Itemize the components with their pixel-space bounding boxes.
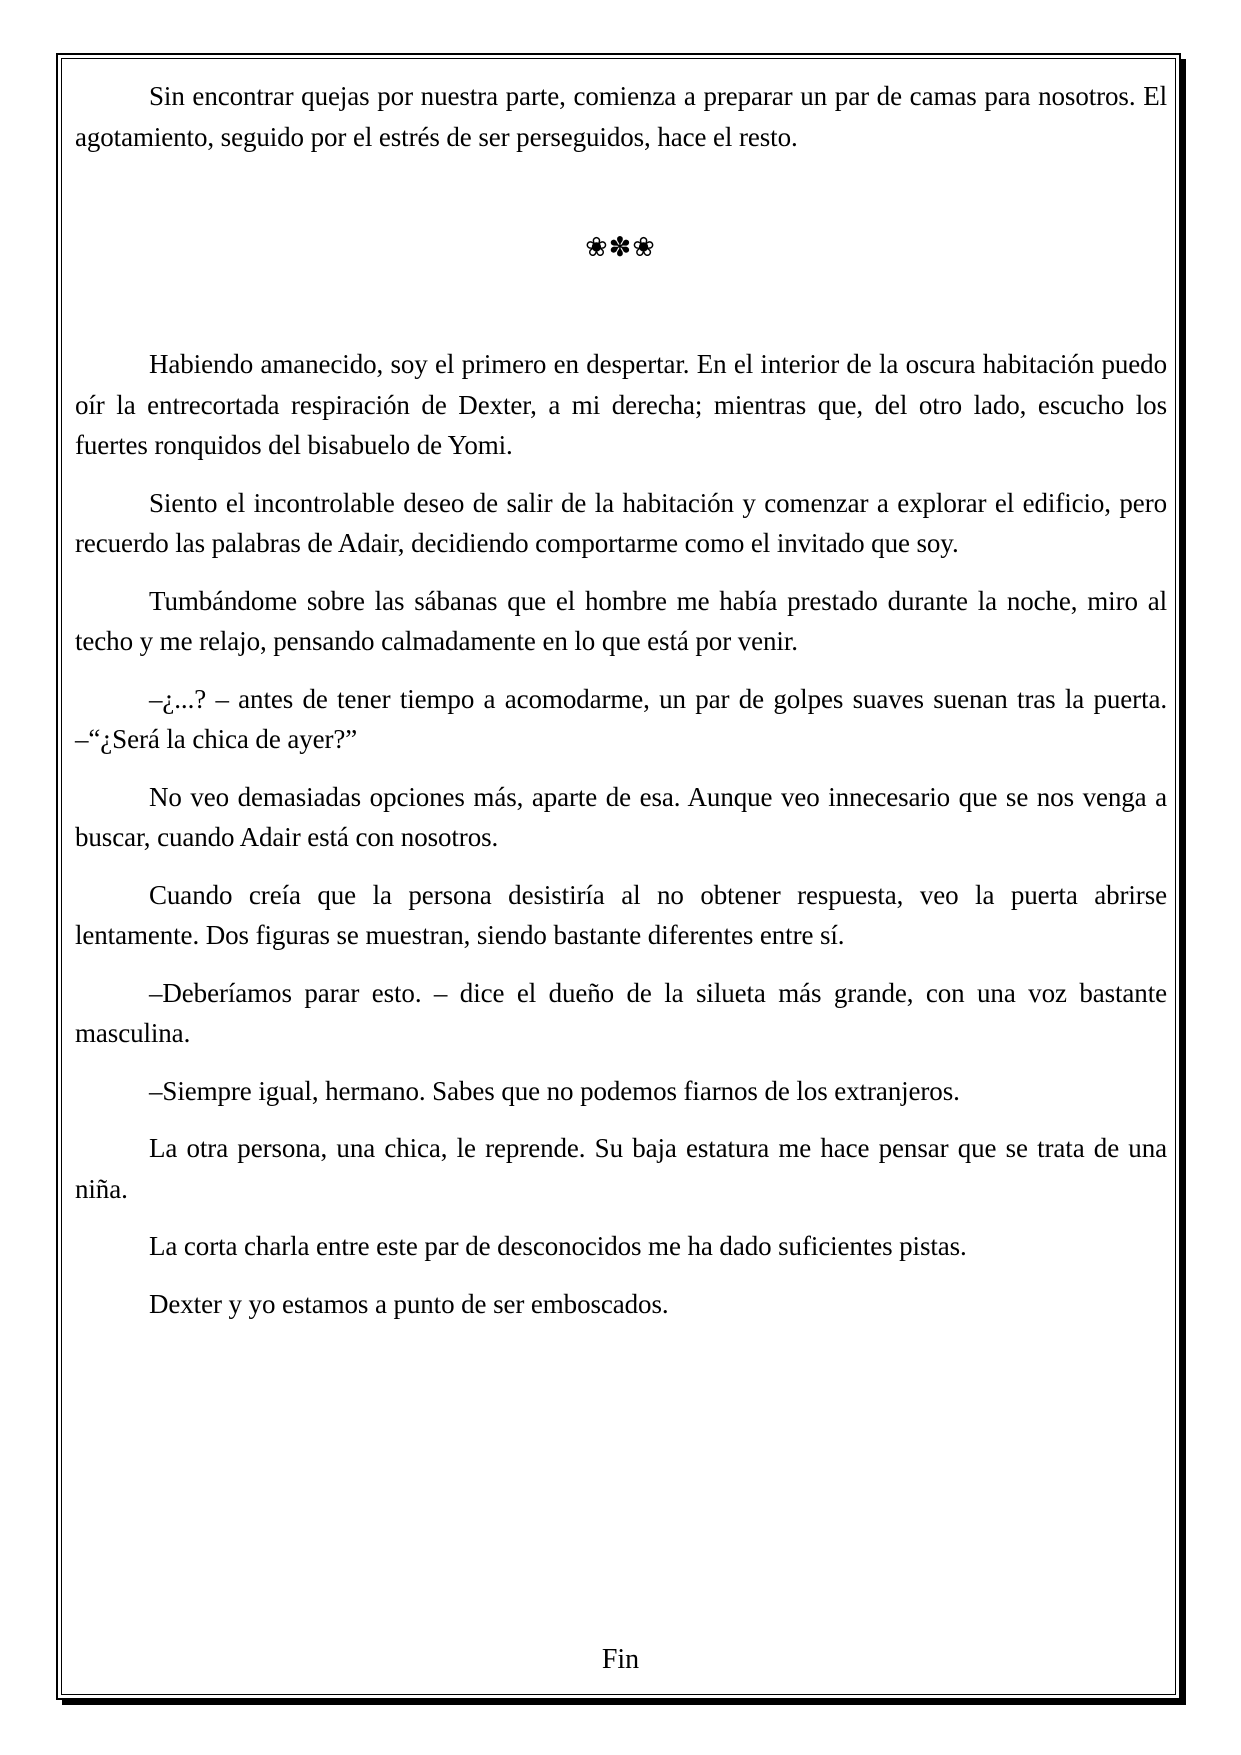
section-one	[75, 76, 1167, 157]
page-shadow-bottom	[62, 1700, 1186, 1705]
paragraph: La corta charla entre este par de desconocidos me ha dado suficientes pistas.	[149, 1231, 967, 1261]
paragraph: Habiendo amanecido, soy el primero en despertar. En el interior de la oscura habitación puedo oír la entrecortada respiración de Dexter, a mi derecha; mientras que, del otro lado, escucho los fuertes ronquidos del bisabuelo de Yomi.	[75, 349, 1167, 460]
paragraph: Tumbándome sobre las sábanas que el hombre me había prestado durante la noche, miro al techo y me relajo, pensando calmadamente en lo que está por venir.	[75, 585, 1167, 656]
paragraph: Siento el incontrolable deseo de salir de la habitación y comenzar a explorar el edificio, pero recuerdo las palabras de Adair, decidiendo comportarme como el invitado que soy.	[75, 487, 1167, 558]
end-label: Fin	[601, 1644, 640, 1675]
paragraph: –Deberíamos parar esto. – dice el dueño de la silueta más grande, con una voz bastante masculina.	[75, 977, 1167, 1048]
section-two	[75, 344, 1167, 1324]
paragraph: Cuando creía que la persona desistiría al no obtener respuesta, veo la puerta abrirse lentamente. Dos figuras se muestran, siendo bastante diferentes entre sí.	[75, 879, 1167, 950]
paragraph: No veo demasiadas opciones más, aparte de esa. Aunque veo innecesario que se nos venga a buscar, cuando Adair está con nosotros.	[75, 781, 1167, 852]
paragraph: La otra persona, una chica, le reprende. Su baja estatura me hace pensar que se trata de una niña.	[75, 1133, 1167, 1204]
paragraph: –Siempre igual, hermano. Sabes que no podemos fiarnos de los extranjeros.	[149, 1075, 960, 1106]
flower-ornament-icon: ❀✽❀	[585, 232, 656, 263]
paragraph: Dexter y yo estamos a punto de ser emboscados.	[149, 1288, 669, 1319]
paragraph: –¿...? – antes de tener tiempo a acomodarme, un par de golpes suaves suenan tras la puerta. –“¿Será la chica de ayer?”	[75, 683, 1167, 754]
paragraph: Sin encontrar quejas por nuestra parte, comienza a preparar un par de camas para nosotros. El agotamiento, seguido por el estrés de ser perseguidos, hace el resto.	[75, 81, 1167, 152]
page-shadow-right	[1181, 59, 1186, 1705]
